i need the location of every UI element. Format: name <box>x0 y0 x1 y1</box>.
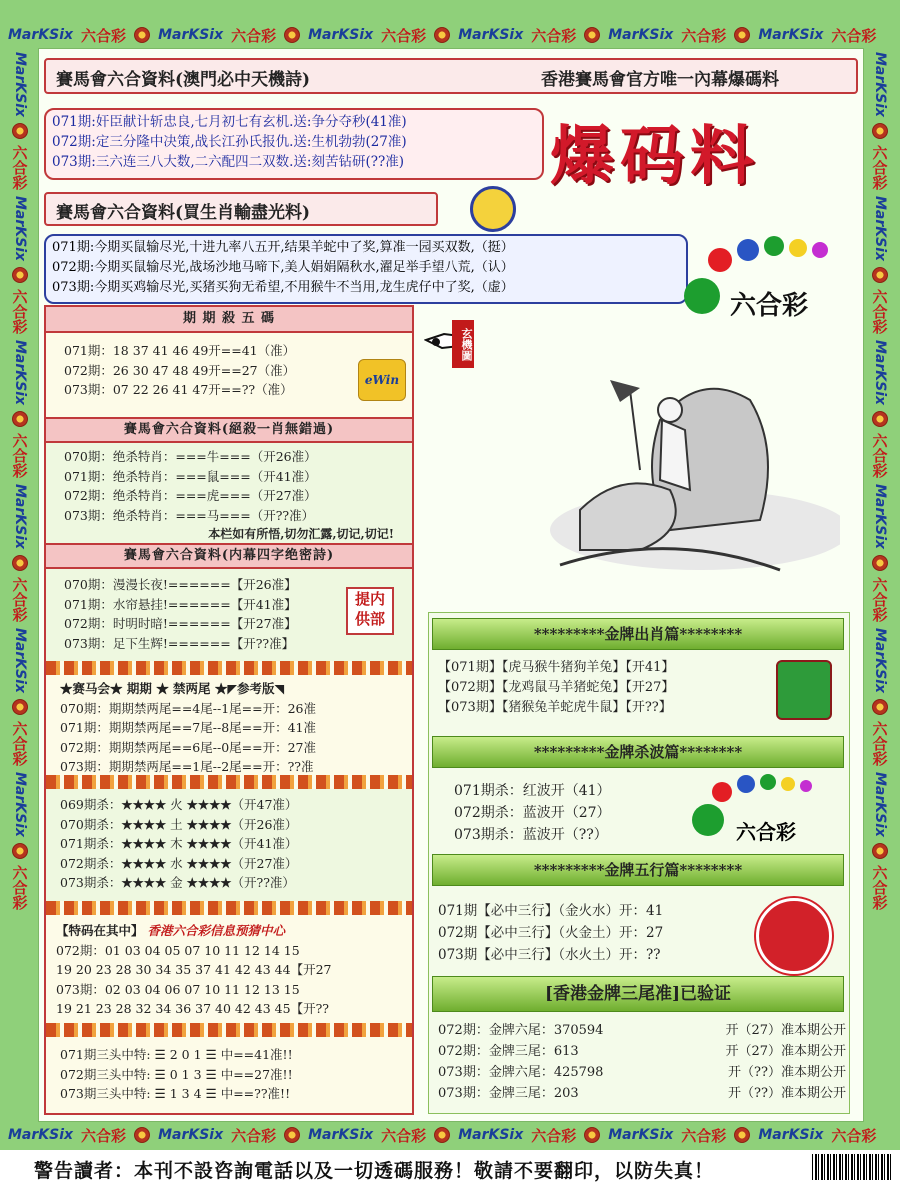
flower-icon <box>434 1127 450 1143</box>
buy-line: 071期:今期买鼠输尽光,十进九率八五开,结果羊蛇中了奖,算准一园买双数,（挺） <box>52 240 514 255</box>
brand-b: 六合彩 <box>870 721 889 767</box>
brand-a: MarKSix <box>758 27 824 43</box>
brand-a: MarKSix <box>8 1127 74 1143</box>
secret-poem-section <box>46 569 412 661</box>
buy-title-bar <box>44 192 438 226</box>
buy-line: 072期:今期买鼠输尽光,战场沙地马啼下,美人娟娟隔秋水,濯足举手望八荒,（认） <box>52 260 514 275</box>
flower-icon <box>872 843 888 859</box>
tail-ban-row: 072期：期期禁两尾==6尾--0尾==开：27准 <box>60 739 317 755</box>
ewin-badge: eWin <box>358 359 406 401</box>
element-kill-section <box>46 789 412 901</box>
marksix-logo-icon <box>470 186 516 232</box>
brand-b: 六合彩 <box>870 433 889 479</box>
special-row: 19 21 23 28 32 34 36 37 40 42 43 45【开?? <box>56 1001 329 1016</box>
footer-warning: 警告讀者：本刊不設咨詢電話以及一切透碼服務！敬請不要翻印，以防失真！ <box>34 1160 715 1182</box>
buy-box <box>44 234 688 304</box>
flower-icon <box>12 699 28 715</box>
left-border-strip <box>6 52 34 1118</box>
flower-icon <box>734 1127 750 1143</box>
tail-ban-row: 073期：期期禁两尾==1尾--2尾==开：??准 <box>60 759 314 774</box>
poem-line: 073期:三六连三八大数,二六配四二双数.送:刻苦钻研(??准) <box>52 154 404 170</box>
divider <box>46 661 412 675</box>
flower-icon <box>872 411 888 427</box>
flower-icon <box>12 267 28 283</box>
kill-five-row: 072期：26 30 47 48 49开==27（准） <box>64 362 296 378</box>
flower-icon <box>872 699 888 715</box>
brand-a: MarKSix <box>608 27 674 43</box>
brand-b: 六合彩 <box>831 26 877 45</box>
special-row: 073期：02 03 04 06 07 10 11 12 13 15 <box>56 981 300 997</box>
brand-a: MarKSix <box>458 27 524 43</box>
gold-five-title: *********金牌五行篇******** <box>432 854 844 886</box>
kill-zodiac-row: 071期：绝杀特肖：===鼠===（开41准） <box>64 468 317 484</box>
flower-icon <box>872 267 888 283</box>
three-head-row: 071期三头中特: ☰ 2 0 1 ☰ 中==41准!! <box>60 1047 293 1062</box>
flower-icon <box>12 843 28 859</box>
flower-icon <box>134 27 150 43</box>
brand-b: 六合彩 <box>10 433 29 479</box>
footer <box>0 1150 900 1186</box>
flower-icon <box>734 27 750 43</box>
brand-b: 六合彩 <box>870 145 889 191</box>
gold-five-row: 073期【必中三行】（水火土）开：?? <box>438 947 661 963</box>
kill-zodiac-title: 賽馬會六合資料(絕殺一肖無錯過) <box>46 417 412 443</box>
special-row: 072期：01 03 04 05 07 10 11 12 14 15 <box>56 942 300 958</box>
flower-icon <box>12 411 28 427</box>
gold-five-section <box>438 900 738 966</box>
brand-b: 六合彩 <box>870 289 889 335</box>
gold-wave-section <box>454 780 714 846</box>
secret-poem-title: 賽馬會六合資料(内幕四字绝密詩) <box>46 543 412 569</box>
flower-icon <box>584 27 600 43</box>
secret-poem-row: 070期：漫漫长夜!======【开26准】 <box>64 577 297 592</box>
three-head-section <box>46 1037 412 1112</box>
flower-icon <box>284 27 300 43</box>
special-header: 【特码在其中】 香港六合彩信息预猜中心 <box>56 923 286 938</box>
brand-a: MarKSix <box>872 340 888 406</box>
gold-tail-row: 072期：金牌六尾：370594 开（27）准本期公开 <box>438 1023 846 1038</box>
element-kill-row: 072期杀：★★★★ 水 ★★★★（开27准） <box>60 855 298 871</box>
special-row: 19 20 23 28 30 34 35 37 41 42 43 44【开27 <box>56 962 332 977</box>
brand-a: MarKSix <box>158 27 224 43</box>
brand-a: MarKSix <box>872 772 888 838</box>
brand-b: 六合彩 <box>81 26 127 45</box>
element-kill-row: 070期杀：★★★★ 土 ★★★★（开26准） <box>60 816 298 832</box>
element-kill-row: 069期杀：★★★★ 火 ★★★★（开47准） <box>60 797 298 812</box>
divider <box>46 1023 412 1037</box>
brand-a: MarKSix <box>872 52 888 118</box>
brand-b: 六合彩 <box>10 721 29 767</box>
kill-five-row: 071期：18 37 41 46 49开==41（准） <box>64 343 296 358</box>
title-right: 香港賽馬會官方唯一內幕爆碼料 <box>541 70 779 90</box>
flower-icon <box>872 555 888 571</box>
gold-tail-title: [香港金牌三尾准]已验证 <box>432 976 844 1012</box>
brand-a: MarKSix <box>12 772 28 838</box>
divider <box>46 775 412 789</box>
right-border-strip <box>866 52 894 1118</box>
kill-zodiac-section <box>46 443 412 543</box>
brand-a: MarKSix <box>758 1127 824 1143</box>
brand-b: 六合彩 <box>10 289 29 335</box>
brand-b: 六合彩 <box>831 1126 877 1145</box>
brand-a: MarKSix <box>12 196 28 262</box>
stamp: 提内供部 <box>346 587 394 635</box>
brand-a: MarKSix <box>872 484 888 550</box>
gold-zodiac-row: 【071期】【虎马猴牛猪狗羊兔】【开41】 <box>438 660 675 675</box>
monkey-illustration <box>520 330 840 590</box>
brand-a: MarKSix <box>308 1127 374 1143</box>
flower-icon <box>434 27 450 43</box>
element-kill-row: 073期杀：★★★★ 金 ★★★★（开??准） <box>60 875 295 890</box>
bauhinia-emblem-icon <box>756 898 832 974</box>
big-title: 爆码料 <box>550 119 760 194</box>
brand-a: MarKSix <box>12 628 28 694</box>
kill-five-section <box>46 333 412 417</box>
brand-b: 六合彩 <box>381 1126 427 1145</box>
element-kill-row: 071期杀：★★★★ 木 ★★★★（开41准） <box>60 836 298 851</box>
gold-tail-row: 073期：金牌三尾：203 开（??）准本期公开 <box>438 1086 846 1101</box>
brand-b: 六合彩 <box>231 26 277 45</box>
poem-box <box>44 108 544 180</box>
brand-a: MarKSix <box>12 52 28 118</box>
brand-b: 六合彩 <box>681 26 727 45</box>
fist-icon <box>776 660 832 720</box>
buy-line: 073期:今期买鸡输尽光,买猪买狗无希望,不用猴牛不当用,龙生虎仔中了奖,（虚） <box>52 280 514 295</box>
flower-icon <box>12 555 28 571</box>
flower-icon <box>584 1127 600 1143</box>
three-head-row: 072期三头中特: ☰ 0 1 3 ☰ 中==27准!! <box>60 1066 293 1082</box>
kill-five-title: 期 期 殺 五 碼 <box>46 307 412 333</box>
brand-a: MarKSix <box>12 484 28 550</box>
tail-ban-row: 071期：期期禁两尾==7尾--8尾==开：41准 <box>60 720 317 735</box>
lottery-label: 六合彩 <box>730 291 809 321</box>
poem-line: 072期:定三分隆中决策,战长江孙氏报仇.送:生机勃勃(27准) <box>52 134 407 150</box>
kill-zodiac-row: 073期：绝杀特肖：===马===（开??准） <box>64 507 315 523</box>
left-panel <box>44 305 414 1115</box>
gold-tail-section <box>438 1020 846 1104</box>
brand-a: MarKSix <box>8 27 74 43</box>
title2: 賽馬會六合資料(買生肖輸盡光料) <box>56 203 311 223</box>
gold-tail-row: 073期：金牌六尾：425798 开（??）准本期公开 <box>438 1065 846 1080</box>
gold-wave-title: *********金牌杀波篇******** <box>432 736 844 768</box>
brand-a: MarKSix <box>458 1127 524 1143</box>
brand-a: MarKSix <box>872 196 888 262</box>
flower-icon <box>872 123 888 139</box>
side-label: 玄機圖 <box>452 320 474 368</box>
secret-poem-row: 073期：足下生辉!======【开??准】 <box>64 635 295 651</box>
brand-b: 六合彩 <box>381 26 427 45</box>
brand-a: MarKSix <box>12 340 28 406</box>
three-head-row: 073期三头中特: ☰ 1 3 4 ☰ 中==??准!! <box>60 1086 291 1101</box>
brand-b: 六合彩 <box>531 1126 577 1145</box>
brand-a: MarKSix <box>608 1127 674 1143</box>
kill-zodiac-row: 072期：绝杀特肖：===虎===（开27准） <box>64 488 317 503</box>
secret-poem-row: 071期：水帘悬挂!======【开41准】 <box>64 596 297 612</box>
gold-wave-row: 073期杀：蓝波开（??） <box>454 827 608 843</box>
secret-poem-row: 072期：时明时暗!======【开27准】 <box>64 616 297 631</box>
brand-b: 六合彩 <box>10 577 29 623</box>
brand-b: 六合彩 <box>10 145 29 191</box>
brand-b: 六合彩 <box>10 865 29 911</box>
flower-icon <box>284 1127 300 1143</box>
kill-zodiac-row: 070期：绝杀特肖：===牛===（开26准） <box>64 449 317 464</box>
tail-ban-header: ★赛马会★ 期期 ★ 禁两尾 ★◤参考版◥ <box>60 681 285 696</box>
top-header-bar <box>44 58 858 94</box>
tail-ban-row: 070期：期期禁两尾==4尾--1尾==开：26准 <box>60 700 317 716</box>
title-left: 賽馬會六合資料(澳門必中天機詩) <box>56 70 311 90</box>
brand-b: 六合彩 <box>81 1126 127 1145</box>
gold-zodiac-row: 【073期】【猪猴兔羊蛇虎牛鼠】【开??】 <box>438 700 672 715</box>
barcode <box>812 1154 892 1180</box>
brand-b: 六合彩 <box>531 26 577 45</box>
gold-zodiac-title: *********金牌出肖篇******** <box>432 618 844 650</box>
gold-zodiac-section <box>438 658 758 718</box>
kill-five-row: 073期：07 22 26 41 47开==??（准） <box>64 382 293 397</box>
divider <box>46 901 412 915</box>
poem-line: 071期:奸臣献计斩忠良,七月初七有玄机.送:争分夺秒(41准) <box>52 114 407 130</box>
brand-b: 六合彩 <box>681 1126 727 1145</box>
brand-a: MarKSix <box>308 27 374 43</box>
tail-ban-section <box>46 675 412 775</box>
bottom-border-strip <box>8 1122 892 1148</box>
gold-zodiac-row: 【072期】【龙鸡鼠马羊猪蛇兔】【开27】 <box>438 680 675 695</box>
gold-five-row: 071期【必中三行】（金火水）开：41 <box>438 903 664 919</box>
kill-zodiac-note: 本栏如有所悟,切勿汇露,切记,切记! <box>208 527 394 541</box>
gold-wave-row: 072期杀：蓝波开（27） <box>454 805 611 821</box>
gold-five-row: 072期【必中三行】（火金土）开：27 <box>438 925 664 941</box>
brand-b: 六合彩 <box>231 1126 277 1145</box>
gold-tail-row: 072期：金牌三尾：613 开（27）准本期公开 <box>438 1044 846 1059</box>
brand-b: 六合彩 <box>870 865 889 911</box>
gold-wave-row: 071期杀：红波开（41） <box>454 783 611 799</box>
flower-icon <box>134 1127 150 1143</box>
top-border-strip <box>8 22 892 48</box>
brand-b: 六合彩 <box>870 577 889 623</box>
flower-icon <box>12 123 28 139</box>
lottery-label-small: 六合彩 <box>736 820 796 844</box>
special-section <box>46 915 412 1023</box>
brand-a: MarKSix <box>158 1127 224 1143</box>
brand-a: MarKSix <box>872 628 888 694</box>
